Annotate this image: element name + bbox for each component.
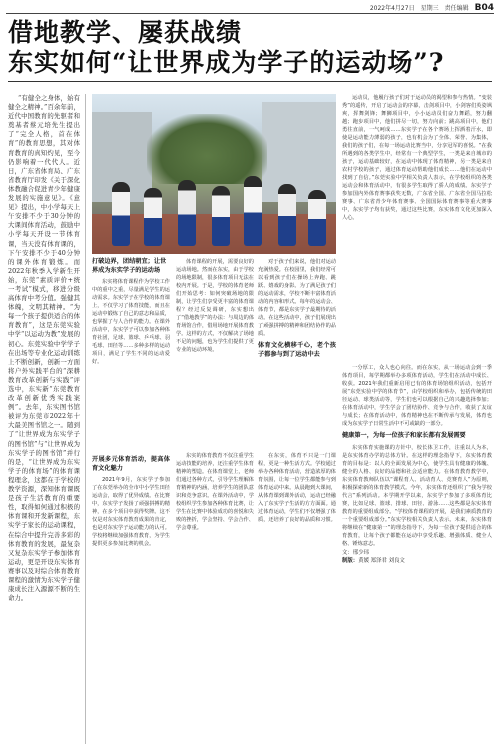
lower-1-text: 2021年9月，东实学子参加了在东莞举办的全市中小学生田径运动会，取得了优异成绩。在比赛中，东实学子发扬了顽强拼搏的精神，在多个项目中获得奖牌。这不仅是对东实体育教育成果的肯定，也是对东实学子运动能力的认可。学校将继续加强体育教育，为学生提供更多参加比赛的机会。 bbox=[92, 477, 170, 547]
column-3-subhead: 体育文化横移千心，老个孩子都参与到了运动中去 bbox=[258, 342, 336, 358]
photo-student bbox=[144, 188, 162, 246]
photo-students-running bbox=[92, 94, 336, 254]
section-label: 责任编辑 bbox=[444, 5, 469, 12]
byline-author: 邢少玮 bbox=[352, 549, 369, 556]
lower-2-text: 东实的体育教育不仅注重学生运动技能的培养，还注重学生体育精神的塑造。在体育课堂上，老师们通过各种方式，引导学生理解体育精神的内涵，培养学生的团队意识和竞争意识。在课外活动中，学校组织学生参加各种体育比赛，让学生在比赛中体验成功的喜悦和失败的挫折，学会坚持、学会合作、学会尊重。 bbox=[176, 453, 254, 531]
photo-student bbox=[278, 184, 296, 246]
photo-student bbox=[244, 176, 262, 246]
column-2 bbox=[176, 258, 254, 446]
column-3-text: 对于孩子们来说，他们对运动充满热爱。在校园里，我们经常可以看到孩子们在操场上奔跑、跳跃、嬉戏的身影。为了满足孩子们的运动需求，学校不断丰富体育活动的内容和形式。每年的运动会、体育节，都是东实学子最期待的活动。在这些活动中，孩子们展现出了顽强拼搏的精神和团结协作的品质。 bbox=[258, 259, 336, 337]
photo-caption-title: 打破边界，团结朝宜；让世界成为东实学子的运动场 bbox=[92, 258, 167, 274]
page-number: B04 bbox=[474, 2, 494, 13]
column-3 bbox=[258, 258, 336, 446]
photo-trees bbox=[147, 114, 267, 184]
headline-line-1: 借地教学、屡获战绩 bbox=[8, 18, 243, 47]
photo-student bbox=[308, 190, 326, 246]
lower-column-2 bbox=[176, 452, 254, 744]
lower-3-text: 在东实，体育不只是一门课程，更是一种生活方式。学校通过举办各种体育活动，营造浓厚的体育氛围，让每一位学生都能参与到体育运动中来。从晨跑到大课间，从体育课到课外活动，运动已经融入了东实学子生活的方方面面。通过体育运动，学生们不仅增强了体质，还培养了良好的品质和习惯。 bbox=[258, 453, 336, 523]
lead-column bbox=[8, 94, 86, 744]
right-mid-subhead: 健康第一，为每一位孩子和家长都有发展需要 bbox=[342, 432, 466, 439]
lower-1-subhead: 开展多元体育活动，提高体育文化魅力 bbox=[92, 456, 170, 472]
byline-label: 文： bbox=[342, 549, 353, 556]
right-mid-text-2: 东实体育实施课的方针中，校长体卫工作，注重以人为本，是东实体育办学的总体方针。在这样的理念指导下，东实体育教育的目标是：以人的全面发展为中心，使学生具有健康的体魄、健全的人格、良好的品德和社会适应能力。在体育教育教学中，东实体育教师队伍以“课程育人、活动育人、竞赛育人”为原则，积极探索新的体育教学模式。今年，东实体育还组织了“我为学校代言”系列活动。本学期开学以来，东实学子参加了多项体育比赛，比如足球、篮球、排球、田径、游泳……这些都是东实体育教育的重要组成部分。“学校体育课程的开展，是我们素质教育的一个重要组成部分。”东实学校相关负责人表示。未来，东实体育将继续在“健康第一”的理念指导下，为每一位孩子提供适合的体育教育，让每个孩子都能在运动中享受乐趣、增强体质、健全人格、锤炼意志。 bbox=[342, 444, 492, 547]
photo-building-right bbox=[262, 102, 336, 202]
column-2-text: 体育课程的开展，需要良好的运动场地。然而在东实，由于学校的场地限制，很多体育项目无法在校内开展。于是，学校的体育老师们开始思考：如何突破场地的限制，让学生们享受更丰富的体育课程？经过反复调研，东实想出了“借地教学”的办法：与周边的体育场馆合作，借用场地开展体育教学。这样的方式，不仅解决了场地不足的问题，也为学生们提供了更专业的运动环境。 bbox=[176, 259, 254, 353]
photo-student bbox=[112, 182, 130, 246]
right-top-text: 运动员，他履行孩子们对于运动员的渴望和参与热情。“变装秀”的遥传，开启了运动会的序幕，击剑项目中，小剑客们英姿飒爽，挥舞剑锋；舞狮项目中，小小运动员们奋力舞蹈，努力翻越；跑步项目中，他们拼尽一切，努力向前；跳高项目中，他们勇往直前，一气呵成……东实学子在各个赛场上挥洒着汗水，即使是运动能力薄弱的孩子，也有机会为了全体、荣誉、为集体，我们的孩子们，在每一场运动比赛当中，分享冠军的喜悦。“在我所遇到的各类学生中，经常有一个典型学生，一类是来自城市的孩子，运动基础较好，在运动中体现了体育精神，另一类是来自农村学校的孩子，通过体育运动帮助他们成长……他们在运动中找到了自信。”东莞实验中学相关负责人表示，在学校组织的各类运动会和体育活动中，有很多学生取得了骄人的成绩。东实学子参加国内外体育赛事获奖无数，广东省全国、广东省全国马拉松赛事、广东省青少年体育赛事、全国国际体育赛事等重大赛事中，东实学子均有获奖，通过这些比赛，东实体育文化更加深入人心。 bbox=[342, 95, 492, 221]
masthead bbox=[6, 2, 494, 14]
column-1-body bbox=[92, 278, 170, 448]
editor-credit bbox=[342, 557, 492, 565]
editor-label: 制版： bbox=[342, 557, 359, 564]
photo-student bbox=[212, 186, 230, 246]
lower-column-3 bbox=[258, 452, 336, 744]
lead-paragraph: “有健全之身体，始有健全之精神。”百余年前，近代中国教育的先驱者和奠基者蔡元培先生提出了“完全人格，首在体育”的教育思想，其对体育教育的真知灼见，至今仍影响着一代代人。近日，广东省体育局、广东省教育厅印发《关于深化体教融合促进青少年健康发展的实施意见》。《意见》提出，中小学每天上午安排不少于30分钟的大课间体育活动，鼓励中小学每天开设一节体育课，当天没有体育课的，下午安排不少于40分钟的课外体育锻炼。而2022年秋季入学新生开始，东莞“素质评价+统一考试”模式，移进分级高体育中考分值。强健其体魄，文明其精神。“为每一个孩子提供适合的体育教育”，这是东莞实验中学“以运动为教”发展的初心。东莞实验中学学子在出场等专业化运动训练上不断创新，创新一方面将户外实践平台的“深耕教育改革创新与实践”评选中，东实新“东莞教育改革创新优秀实践案例”。去年，东实图书馆被评为东莞市2022年十大最美图书馆之一。随到了“让世界成为东实学子的图书馆”与“让世界成为东实学子的图书馆”并行的是，“让世界成为东实学子的体育场”的体育课程理念，这都在于学校的教学资源，深知体育课既是孩子生活教育的重要性，取得如何通过积极的体育课和开发新课程，东实学子家长的运动课程，在综合中提升完善多彩的体育教育的发展，最复杂又复杂东实学子参加体育运动，更是开设东实体育赛事以及对综合体育教育课程的激情为东实学子健康成长注入源源不断的生命力。 bbox=[8, 94, 80, 603]
issue-weekday: 星期三 bbox=[420, 5, 439, 12]
headline-rule bbox=[8, 81, 492, 82]
byline bbox=[342, 549, 492, 557]
headline-line-2: 东实如何“让世界成为学子的运动场”? bbox=[8, 48, 445, 77]
lower-column-1 bbox=[92, 452, 170, 744]
column-1-text: 东实将体育课程作为学校工作中的重中之重，尽量满足学生的运动需求。东实学子在学校的体育课上，不仅学习了体育技能，而且在运动中锻炼了自己的意志和品质，也掌握了与人合作的能力。在课外活动中，东实学子可以参加各种体育社团，足球、篮球、乒乓球、羽毛球、田径等……多种多样的运动项目，满足了学生不同的运动爱好。 bbox=[92, 279, 170, 365]
editor-names: 黄媛 郑泽君 刘良文 bbox=[358, 557, 405, 564]
photo-student bbox=[178, 180, 196, 246]
right-mid-text: 一分厚工，众人也心向往。而在东实，从一场运动会到一季体育项目，每学期都举办多项体育活动，学生们在活动中成长、收获。2021年我们重新启用已有的体育场馆组织活动，包括开展“东莞实验中学的体育节”，由学校组织和举办，包括传统的田径运动、球类活动等，学生们也可以根据自己的兴趣选择参加；在体育活动中，学生学会了团结协作、竞争与合作，收获了友谊与成长；在体育活动中，体育精神也在不断传承与发展，体育也成为东实学子日常生活中不可或缺的一部分。 bbox=[342, 365, 492, 427]
right-column-mid bbox=[342, 364, 492, 734]
headline-block bbox=[8, 18, 492, 82]
right-column-top bbox=[342, 94, 492, 359]
issue-date: 2022年4月27日 bbox=[369, 5, 415, 12]
photo-caption bbox=[92, 258, 170, 275]
